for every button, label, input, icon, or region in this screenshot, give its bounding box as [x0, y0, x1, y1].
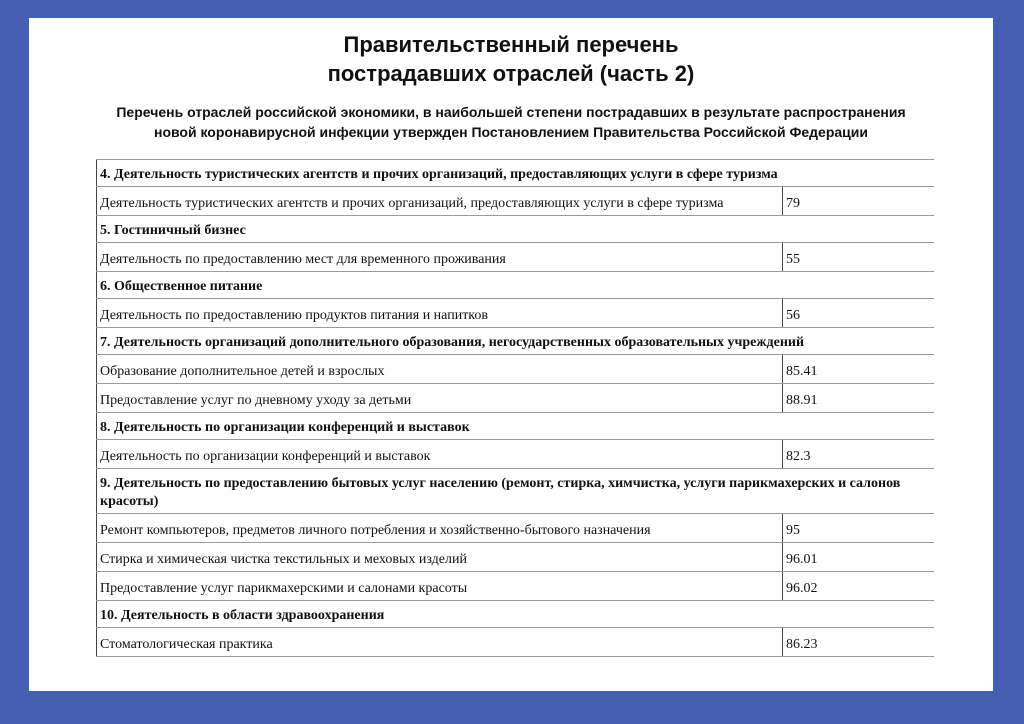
title-line-1: Правительственный перечень	[343, 32, 679, 57]
table-row	[97, 628, 934, 657]
activity-name: Ремонт компьютеров, предметов личного потребления и хозяйственно-бытового назначения	[97, 514, 783, 543]
section-title: 10. Деятельность в области здравоохранения	[97, 601, 934, 628]
section-row	[97, 272, 934, 299]
section-title: 8. Деятельность по организации конференций и выставок	[97, 413, 934, 440]
subtitle-line-1: Перечень отраслей российской экономики, в наибольшей степени пострадавших в результате распространения	[116, 104, 906, 120]
okved-code: 95	[783, 514, 934, 543]
okved-code: 82.3	[783, 440, 934, 469]
table-row	[97, 514, 934, 543]
okved-code: 79	[783, 187, 934, 216]
table-row	[97, 384, 934, 413]
table-row	[97, 299, 934, 328]
table-row	[97, 572, 934, 601]
section-title: 4. Деятельность туристических агентств и прочих организаций, предоставляющих услуги в сфере туризма	[97, 160, 934, 187]
activity-name: Стирка и химическая чистка текстильных и меховых изделий	[97, 543, 783, 572]
okved-code: 56	[783, 299, 934, 328]
industry-table	[96, 159, 934, 657]
table-row	[97, 355, 934, 384]
okved-code: 96.02	[783, 572, 934, 601]
section-row	[97, 601, 934, 628]
section-row	[97, 216, 934, 243]
table-row	[97, 440, 934, 469]
table-row	[97, 243, 934, 272]
activity-name: Стоматологическая практика	[97, 628, 783, 657]
table-row	[97, 543, 934, 572]
activity-name: Деятельность туристических агентств и прочих организаций, предоставляющих услуги в сфере туризма	[97, 187, 783, 216]
subtitle-line-2: новой коронавирусной инфекции утвержден Постановлением Правительства Российской Федерации	[153, 124, 869, 140]
section-row	[97, 328, 934, 355]
section-row	[97, 160, 934, 187]
section-title: 9. Деятельность по предоставлению бытовых услуг населению (ремонт, стирка, химчистка, услуги парикмахерских и салонов красоты)	[97, 469, 934, 514]
slide	[29, 18, 993, 691]
section-row	[97, 469, 934, 514]
activity-name: Предоставление услуг по дневному уходу за детьми	[97, 384, 783, 413]
section-title: 6. Общественное питание	[97, 272, 934, 299]
okved-code: 96.01	[783, 543, 934, 572]
activity-name: Образование дополнительное детей и взрослых	[97, 355, 783, 384]
okved-code: 85.41	[783, 355, 934, 384]
section-title: 5. Гостиничный бизнес	[97, 216, 934, 243]
okved-code: 88.91	[783, 384, 934, 413]
okved-code: 55	[783, 243, 934, 272]
activity-name: Деятельность по предоставлению продуктов питания и напитков	[97, 299, 783, 328]
activity-name: Деятельность по предоставлению мест для временного проживания	[97, 243, 783, 272]
title-line-2: пострадавших отраслей (часть 2)	[327, 61, 695, 86]
section-title: 7. Деятельность организаций дополнительного образования, негосударственных образовательных учреждений	[97, 328, 934, 355]
page-title	[29, 30, 993, 88]
table-row	[97, 187, 934, 216]
section-row	[97, 413, 934, 440]
industry-table-body	[97, 160, 934, 657]
okved-code: 86.23	[783, 628, 934, 657]
page-subtitle	[29, 102, 993, 142]
activity-name: Предоставление услуг парикмахерскими и салонами красоты	[97, 572, 783, 601]
activity-name: Деятельность по организации конференций и выставок	[97, 440, 783, 469]
